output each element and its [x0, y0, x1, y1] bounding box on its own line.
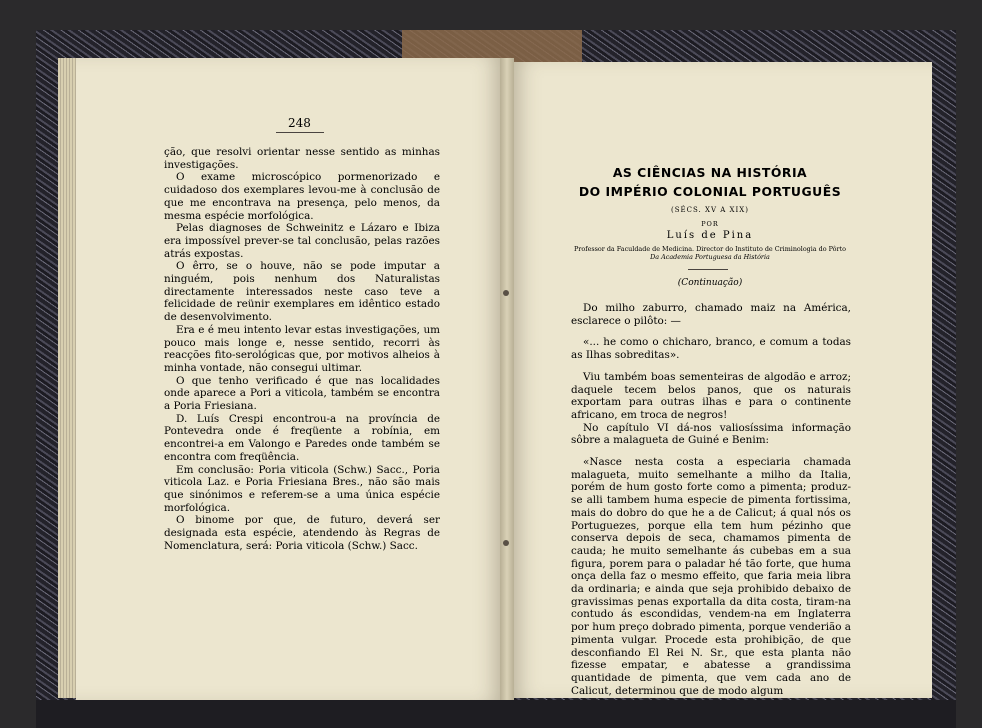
- byline-label: POR: [701, 220, 719, 228]
- section-rule: [688, 269, 728, 270]
- paragraph: D. Luís Crespi encontrou-a na província de Pontevedra onde é freqüente a robínia, em encontrei-a em Valongo e Paredes onde também se encontra com freqüência.: [164, 412, 440, 463]
- paragraph: Em conclusão: Poria viticola (Schw.) Sacc., Poria viticola Laz. e Poria Friesiana Bres., não são mais que sinónimos e referem-se a uma única espécie morfológica.: [164, 463, 440, 514]
- paragraph: Viu também boas sementeiras de algodão e arroz; daquele tecem belos panos, que os naturais exportam para outras ilhas e para o continente africano, em troca de negros!: [571, 370, 851, 421]
- paragraph: No capítulo VI dá-nos valiosíssima informação sôbre a malagueta de Guiné e Benim:: [571, 421, 851, 447]
- cover-edge: [36, 700, 956, 728]
- article-title-line2: DO IMPÉRIO COLONIAL PORTUGUÊS: [578, 184, 842, 199]
- page-number-rule: [276, 132, 324, 133]
- paragraph: Era e é meu intento levar estas investigações, um pouco mais longe e, nesse sentido, recorri às reacções fito-serológicas que, por motivos alheios à minha vontade, não consegui ultimar.: [164, 323, 440, 374]
- page-edges: [58, 58, 78, 698]
- paragraph: «... he como o chicharo, branco, e comum a todas as Ilhas sobreditas».: [571, 336, 851, 362]
- binding-stitch: [503, 540, 509, 546]
- left-page-body: [164, 146, 440, 553]
- continuation-label: (Continuação): [677, 278, 743, 288]
- author-name: Luís de Pina: [666, 230, 754, 241]
- article-title-line1: AS CIÊNCIAS NA HISTÓRIA: [612, 165, 808, 180]
- author-affiliation: Professor da Faculdade de Medicina. Director do Instituto de Criminologia do Pôrto: [574, 245, 846, 253]
- paragraph: O êrro, se o houve, não se pode imputar a ninguém, pois nenhum dos Naturalistas directamente interessados neste caso teve a felicidade de reünir exemplares em idêntico estado de desenvolvimento.: [164, 260, 440, 324]
- paragraph: Do milho zaburro, chamado maiz na América, esclarece o pilôto: —: [571, 302, 851, 327]
- paragraph: O exame microscópico pormenorizado e cuidadoso dos exemplares levou-me à conclusão de que me encontrava na presença, pelo menos, da mesma espécie morfológica.: [164, 171, 440, 222]
- paragraph: O binome por que, de futuro, deverá ser designada esta espécie, atendendo às Regras de Nomenclatura, será: Poria viticola (Schw.) Sacc.: [164, 514, 440, 552]
- paragraph: ção, que resolvi orientar nesse sentido as minhas investigações.: [164, 146, 440, 171]
- book-gutter: [500, 58, 514, 700]
- binding-stitch: [503, 290, 509, 296]
- paragraph: O que tenho verificado é que nas localidades onde aparece a Pori a viticola, também se encontra a Poria Friesiana.: [164, 374, 440, 413]
- right-page-body: [571, 302, 851, 697]
- paragraph: «Nasce nesta costa a especiaria chamada malagueta, muito semelhante a milho da Italia, porém de hum gosto forte como a pimenta; produz-se alli tambem huma especie de pimenta fortissima, mais do dobro do que he a de Calicut; á qual nós os Portuguezes, porque ella tem hum pézinho que conserva depois de seca, chamamos pimenta de cauda; he muito semelhante ás cubebas em a sua figura, porem para o paladar hé tão forte, que huma onça della faz o mesmo effeito, que faria meia libra da ordinaria; e ainda que seja prohibido debaixo de gravissimas penas exportalla da dita costa, tiram-na contudo ás escondidas, vendem-na em Inglaterra por hum preço dobrado pimenta, porque venderião a pimenta vulgar. Procede esta prohibição, de que desconfiando El Rei N. Sr., que esta planta não fizesse empatar, e abatesse a grandissima quantidade de pimenta, que vem cada ano de Calicut, determinou que de modo algum: [571, 456, 851, 697]
- article-centuries: (SÉCS. XV A XIX): [671, 206, 749, 214]
- author-academy: Da Academia Portuguesa da História: [650, 253, 770, 261]
- paragraph: Pelas diagnoses de Schweinitz e Lázaro e Ibiza era impossível prever-se tal conclusão, pelas razões atrás expostas.: [164, 222, 440, 260]
- page-number: 248: [288, 116, 311, 130]
